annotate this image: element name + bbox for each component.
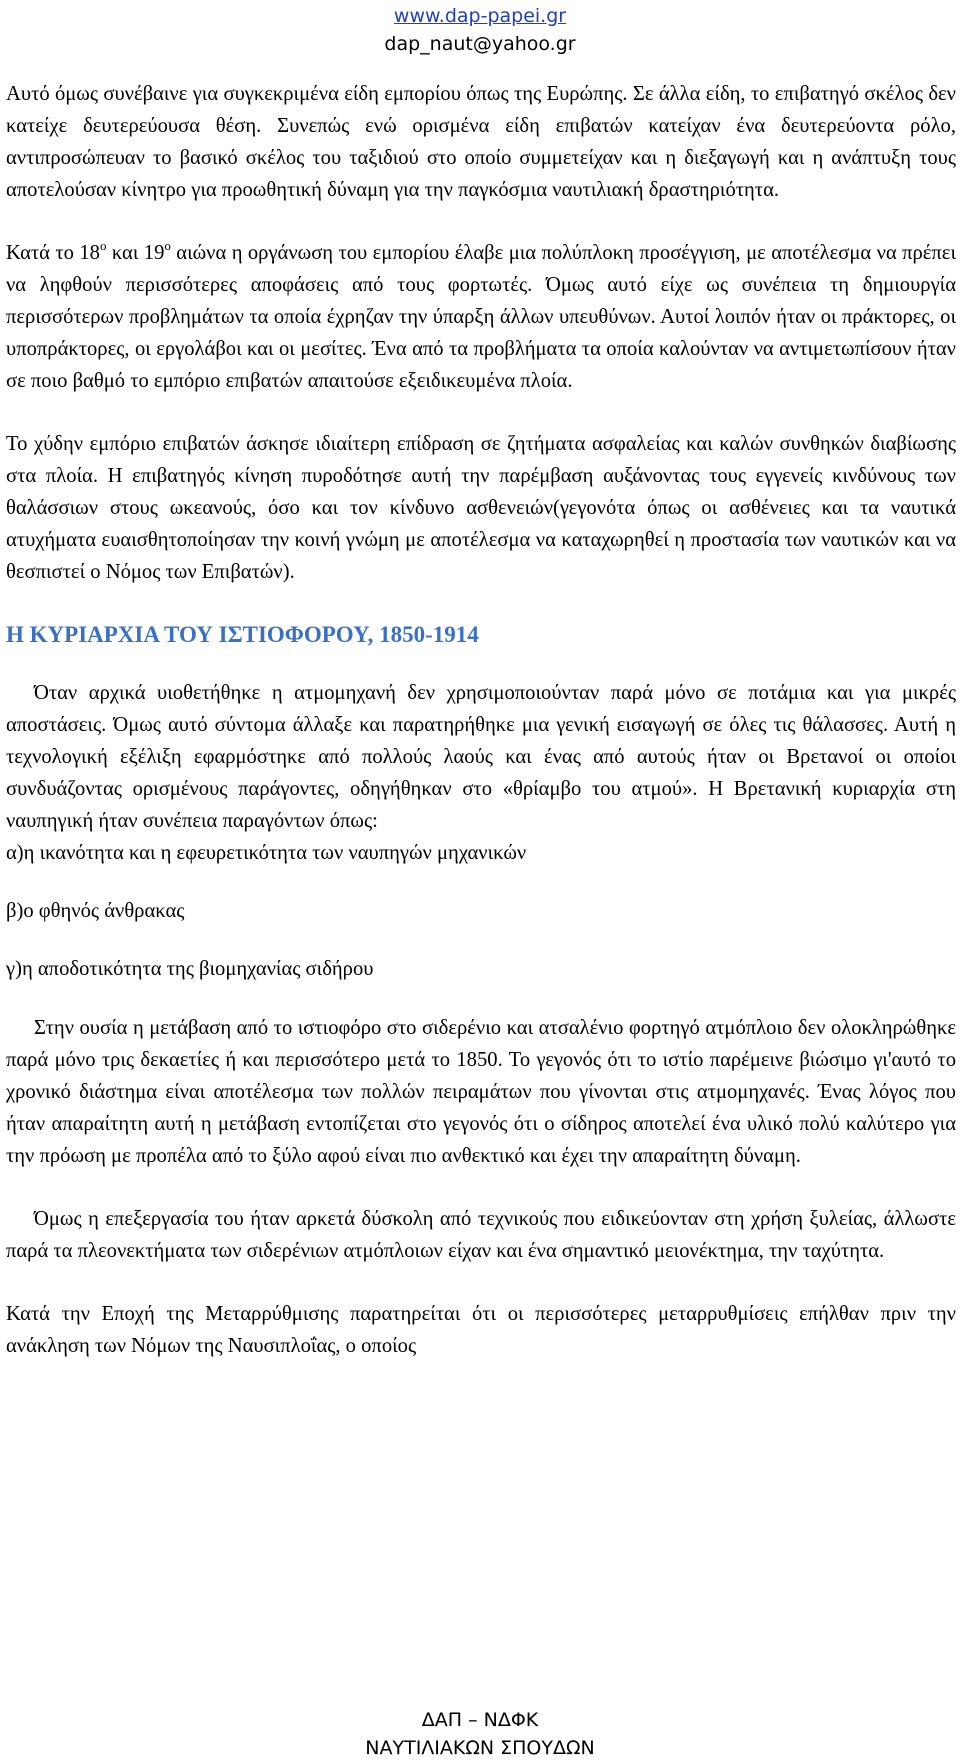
list-item-a: α)η ικανότητα και η εφευρετικότητα των ναυπηγών μηχανικών bbox=[6, 842, 527, 864]
ordinal-superscript-1: ο bbox=[99, 238, 107, 253]
footer-line-1: ΔΑΠ – ΝΔΦΚ bbox=[421, 1709, 539, 1731]
paragraph-4: Όταν αρχικά υιοθετήθηκε η ατμομηχανή δεν χρησιμοποιούνταν παρά μόνο σε ποτάμια και για μικρές αποστάσεις. Όμως αυτό σύντομα άλλαξε και παρατηρήθηκε μια γενική εισαγωγή σε όλες τις θάλασσες. Αυτή η τεχνολογική εξέλιξη εφαρμόστηκε από πολλούς λαούς και ένας από αυτούς ήταν οι Βρετανοί οι οποίοι συνδυάζοντας ορισμένους παράγοντες, οδηγήθηκαν στο «θρίαμβο του ατμού». Η Βρετανική κυριαρχία στη ναυπηγική ήταν συνέπεια παραγόντων όπως: bbox=[6, 682, 956, 832]
footer-line-2: ΝΑΥΤΙΛΙΑΚΩΝ ΣΠΟΥΔΩΝ bbox=[365, 1737, 595, 1759]
section-heading: Η ΚΥΡΙΑΡΧΙΑ ΤΟΥ ΙΣΤΙΟΦΟΡΟΥ, 1850-1914 bbox=[6, 622, 479, 647]
list-item-c: γ)η αποδοτικότητα της βιομηχανίας σιδήρου bbox=[6, 958, 374, 980]
page-footer bbox=[0, 1706, 960, 1762]
list-item-b: β)ο φθηνός άνθρακας bbox=[6, 900, 185, 922]
paragraph-7: Κατά την Εποχή της Μεταρρύθμισης παρατηρείται ότι οι περισσότερες μεταρρυθμίσεις επήλθαν πριν την ανάκληση των Νόμων της Ναυσιπλοΐας, ο οποίος bbox=[6, 1303, 956, 1357]
page-header bbox=[0, 2, 960, 58]
ordinal-superscript-2: ο bbox=[164, 238, 171, 253]
paragraph-1: Αυτό όμως συνέβαινε για συγκεκριμένα είδη εμπορίου όπως της Ευρώπης. Σε άλλα είδη, το επιβατηγό σκέλος δεν κατείχε δευτερεύουσα θέση. Συνεπώς ενώ ορισμένα είδη επιβατών κατείχαν ένα δευτερεύοντα ρόλο, αντιπροσώπευαν το βασικό σκέλος του ταξιδιού στο οποίο συμμετείχαν και η διεξαγωγή και η ανάπτυξη τους αποτελούσαν κίνητρο για προωθητική δύναμη για την παγκόσμια ναυτιλιακή δραστηριότητα. bbox=[6, 83, 956, 201]
paragraph-3: Το χύδην εμπόριο επιβατών άσκησε ιδιαίτερη επίδραση σε ζητήματα ασφαλείας και καλών συνθηκών διαβίωσης στα πλοία. Η επιβατηγός κίνηση πυροδότησε αυτή την παρέμβαση αυξάνοντας τους εγγενείς κινδύνους των θαλάσσιων στους ωκεανούς, όσο και τον κίνδυνο ασθενειών(γεγονότα όπως οι ασθένειες και τα ναυτικά ατυχήματα ευαισθητοποίησαν την κοινή γνώμη με αποτέλεσμα να καταχωρηθεί η προστασία των ναυτικών και να θεσπιστεί ο Νόμος των Επιβατών). bbox=[6, 433, 956, 583]
contact-email: dap_naut@yahoo.gr bbox=[384, 33, 576, 55]
paragraph-2-part-a: Κατά το 18 bbox=[6, 242, 100, 264]
paragraph-6: Όμως η επεξεργασία του ήταν αρκετά δύσκολη από τεχνικούς που ειδικεύονταν στη χρήση ξυλείας, άλλωστε παρά τα πλεονεκτήματα των σιδερένιων ατμόπλοιων είχαν και ένα σημαντικό μειονέκτημα, την ταχύτητα. bbox=[6, 1208, 956, 1262]
paragraph-2 bbox=[6, 237, 956, 397]
paragraph-5: Στην ουσία η μετάβαση από το ιστιοφόρο στο σιδερένιο και ατσαλένιο φορτηγό ατμόπλοιο δεν ολοκληρώθηκε παρά μόνο τρις δεκαετίες ή και περισσότερο μετά το 1850. Το γεγονός ότι το ιστίο παρέμεινε βιώσιμο γι'αυτό το χρονικό διάστημα είναι αποτέλεσμα των πολλών πειραμάτων που γίνονται στις ατμομηχανές. Ένας λόγος που ήταν απαραίτητη αυτή η μετάβαση εντοπίζεται στο γεγονός ότι ο σίδηρος αποτελεί ένα υλικό πολύ καλύτερο για την πρόωση με προπέλα από το ξύλο αφού είναι πιο ανθεκτικό και έχει την απαραίτητη δύναμη. bbox=[6, 1017, 956, 1167]
document-body bbox=[6, 78, 956, 1393]
paragraph-2-part-c: αιώνα η οργάνωση του εμπορίου έλαβε μια πολύπλοκη προσέγγιση, με αποτέλεσμα να πρέπει να ληφθούν περισσότερες αποφάσεις από τους φορτωτές. Όμως αυτό είχε ως συνέπεια τη δημιουργία περισσότερων προβλημάτων τα οποία έχρηζαν την ύπαρξη άλλων υπευθύνων. Αυτοί λοιπόν ήταν οι πράκτορες, οι υποπράκτορες, οι εργολάβοι και οι μεσίτες. Ένα από τα προβλήματα τα οποία καλούνταν να αντιμετωπίσουν ήταν σε ποιο βαθμό το εμπόριο επιβατών απαιτούσε εξειδικευμένα πλοία. bbox=[6, 242, 956, 392]
website-link[interactable]: www.dap-papei.gr bbox=[393, 5, 567, 27]
paragraph-2-part-b: και 19 bbox=[106, 242, 165, 264]
